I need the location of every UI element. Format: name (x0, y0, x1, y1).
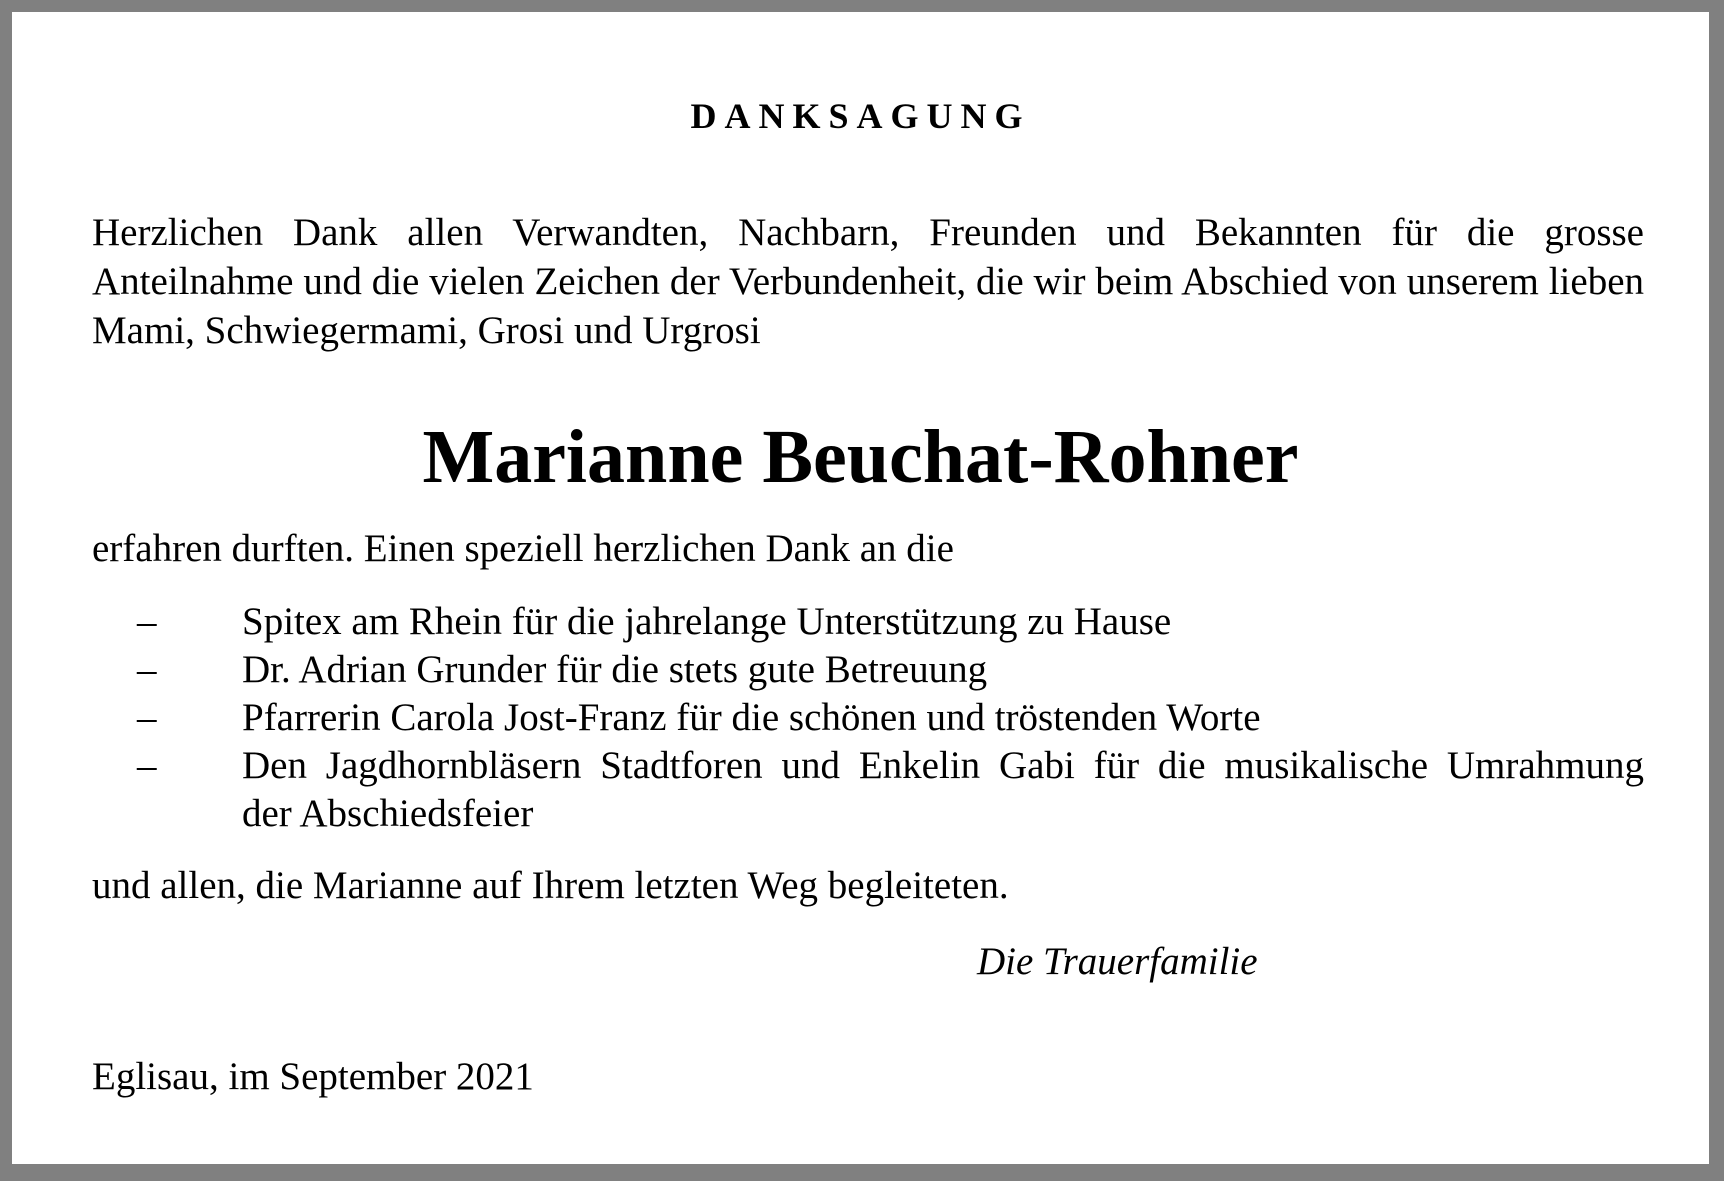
thanks-item-music-continued: der Abschiedsfeier (242, 792, 534, 835)
list-marker: – (137, 744, 157, 787)
place-date: Eglisau, im September 2021 (92, 1055, 534, 1098)
thanks-item-pastor: Pfarrerin Carola Jost-Franz für die schönen und tröstenden Worte (242, 696, 1261, 739)
list-marker: – (137, 648, 157, 691)
list-marker: – (137, 600, 157, 643)
thanks-lead: erfahren durften. Einen speziell herzlichen Dank an die (92, 527, 954, 570)
thanks-item-doctor: Dr. Adrian Grunder für die stets gute Betreuung (242, 648, 988, 691)
closing-sentence: und allen, die Marianne auf Ihrem letzten Weg begleiteten. (92, 864, 1009, 907)
thanks-item-music: Den Jagdhornbläsern Stadtforen und Enkelin Gabi für die musikalische Umrahmung (242, 744, 1644, 787)
notice-page (12, 12, 1709, 1164)
signature: Die Trauerfamilie (977, 940, 1258, 983)
thanks-item-spitex: Spitex am Rhein für die jahrelange Unterstützung zu Hause (242, 600, 1172, 643)
list-marker: – (137, 696, 157, 739)
intro-paragraph: Herzlichen Dank allen Verwandten, Nachbarn, Freunden und Bekannten für die grosse Anteilnahme und die vielen Zeichen der Verbundenheit, die wir beim Abschied von unserem lieben Mami, Schwiegermami, Grosi und Urgrosi (92, 211, 1644, 352)
deceased-name: Marianne Beuchat-Rohner (422, 415, 1299, 499)
notice-heading: DANKSAGUNG (690, 96, 1031, 136)
